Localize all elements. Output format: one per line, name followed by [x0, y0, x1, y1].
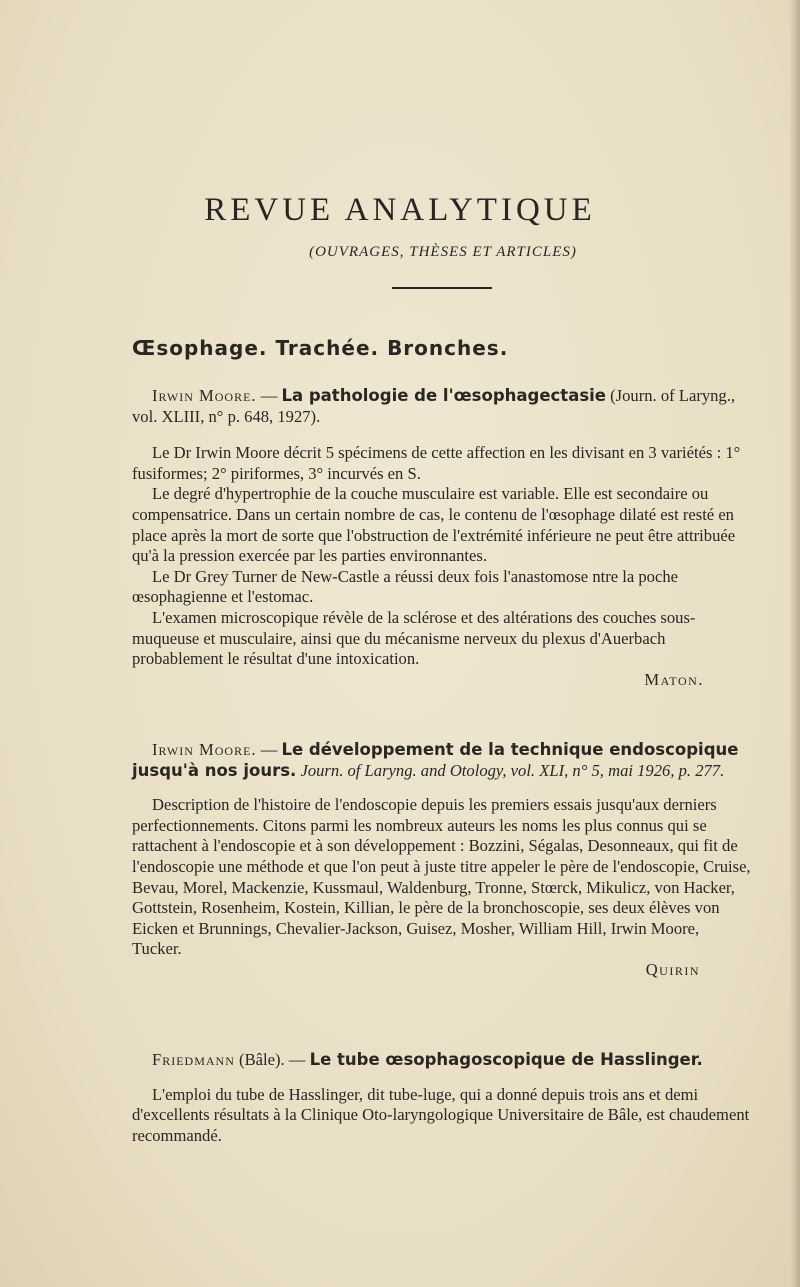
- article-2-dash: —: [256, 740, 282, 759]
- article-2-ref: Journ. of Laryng. and Otology, vol. XLI, n° 5, mai 1926, p. 277.: [296, 760, 725, 780]
- article-2-title: Le développement de la technique endoscopique jusqu'à nos jours.: [132, 740, 739, 780]
- article-3-ref: (Bâle). —: [234, 1050, 310, 1069]
- article-1-paragraph: L'examen microscopique révèle de la sclérose et des altérations des couches sous-muqueuse et musculaire, ainsi que du mécanisme nerveux du plexus d'Auerbach probablement le résultat d'une intoxication.: [132, 607, 696, 669]
- page-subtitle: (OUVRAGES, THÈSES ET ARTICLES): [309, 244, 577, 260]
- article-2-paragraph: Description de l'histoire de l'endoscopie depuis les premiers essais jusqu'aux derniers perfectionnements. Citons parmi les nombreux auteurs les noms les plus connus qui se rattachent à l'endoscopie et à son développement : Bozzini, Ségalas, Desonneaux, qui fit de l'endoscopie une méthode et que l'on peut à juste titre appeler le père de l'endoscopie, Cruise, Bevau, Morel, Mackenzie, Kussmaul, Waldenburg, Tronne, Stœrck, Mikulicz, von Hacker, Gottstein, Rosenheim, Kostein, Killian, le père de la bronchoscopie, ses deux élèves von Eicken et Brunnings, Chevalier-Jackson, Guisez, Mosher, William Hill, Irwin Moore, Tucker.: [132, 795, 751, 959]
- article-2-author: Irwin Moore.: [152, 740, 257, 759]
- article-1-author: Irwin Moore.: [152, 386, 257, 405]
- article-1-signature: Maton.: [644, 669, 704, 689]
- article-3-header: [132, 1050, 752, 1071]
- article-1-ref: (Journ. of Laryng., vol. XLIII, n° p. 648, 1927).: [132, 386, 736, 426]
- page-title: REVUE ANALYTIQUE: [204, 192, 596, 228]
- article-3-paragraph: L'emploi du tube de Hasslinger, dit tube-luge, qui a donné depuis trois ans et demi d'excellents résultats à la Clinique Oto-laryngologique Universitaire de Bâle, est chaudement recommandé.: [132, 1084, 750, 1145]
- article-1-dash: —: [256, 386, 282, 405]
- section-heading: Œsophage. Trachée. Bronches.: [132, 336, 509, 360]
- article-1-paragraph: Le Dr Grey Turner de New-Castle a réussi deux fois l'anastomose ntre la poche œsophagienne et l'estomac.: [132, 566, 679, 607]
- article-1-paragraph: Le degré d'hypertrophie de la couche musculaire est variable. Elle est secondaire ou compensatrice. Dans un certain nombre de cas, le contenu de l'œsophage dilaté est resté en place après la mort de sorte que l'obstruction de l'extrémité inférieure ne peut être attribuée qu'à la pression exercée par les parties environnantes.: [132, 484, 736, 566]
- article-2-header: [132, 740, 752, 781]
- article-2: [132, 740, 752, 981]
- article-1: [132, 386, 752, 690]
- article-2-signature: Quirin: [645, 959, 700, 979]
- article-1-paragraph: Le Dr Irwin Moore décrit 5 spécimens de cette affection en les divisant en 3 variétés : 1° fusiformes; 2° piriformes, 3° incurvés en S.: [132, 443, 741, 483]
- article-3-title: Le tube œsophagoscopique de Hasslinger.: [309, 1050, 703, 1069]
- title-rule: [392, 287, 492, 289]
- article-3-author: Friedmann: [152, 1050, 235, 1069]
- article-3: [132, 1050, 752, 1146]
- article-1-header: [132, 386, 752, 427]
- article-1-title: La pathologie de l'œsophagectasie: [281, 386, 606, 405]
